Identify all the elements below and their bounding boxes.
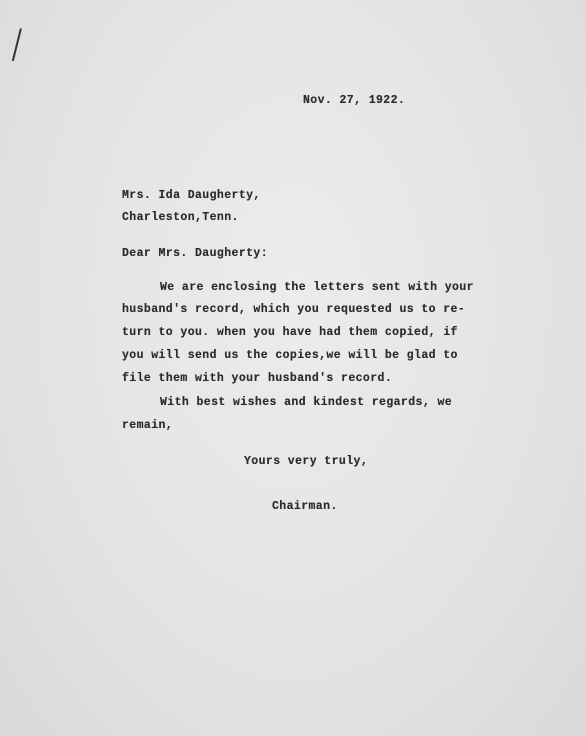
body-line: turn to you. when you have had them copied, if [122, 326, 458, 339]
recipient-address: Charleston,Tenn. [122, 211, 239, 224]
body-line: With best wishes and kindest regards, we [160, 396, 453, 409]
signature: Chairman. [272, 500, 338, 513]
body-line: husband's record, which you requested us to re- [122, 303, 466, 316]
pencil-mark [12, 28, 22, 61]
body-line: file them with your husband's record. [122, 372, 393, 385]
body-line: you will send us the copies,we will be glad to [122, 349, 458, 362]
recipient-name: Mrs. Ida Daugherty, [122, 189, 261, 202]
closing: Yours very truly, [244, 455, 369, 468]
salutation: Dear Mrs. Daugherty: [122, 247, 269, 260]
letter-date: Nov. 27, 1922. [303, 94, 406, 107]
body-line: We are enclosing the letters sent with your [160, 281, 474, 294]
body-line: remain, [122, 419, 174, 432]
